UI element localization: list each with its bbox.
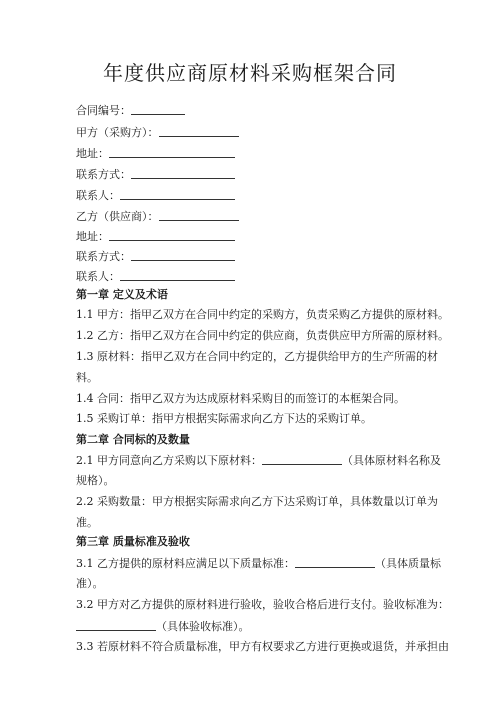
clause-2-1 [76,453,441,468]
contract-no-blank [131,103,185,115]
b-address-line [76,229,235,244]
chapter-2-heading: 第二章 合同标的及数量 [76,433,190,446]
party-b-blank [159,209,239,221]
a-address-label: 地址： [76,147,109,160]
a-contact-method-line [76,167,235,182]
b-contact-person-label: 联系人： [76,270,120,283]
clause-3-1-suffix: （具体质量标 [375,557,441,570]
a-contact-person-line [76,188,235,203]
a-contact-person-blank [120,188,235,200]
b-contact-person-blank [120,269,235,281]
clause-3-1-text: 3.1 乙方提供的原材料应满足以下质量标准： [76,557,295,570]
a-address-blank [109,146,235,158]
clause-2-1-text: 2.1 甲方同意向乙方采购以下原材料： [76,454,262,467]
b-contact-person-line [76,269,235,284]
clause-1-1: 1.1 甲方：指甲乙双方在合同中约定的采购方，负责采购乙方提供的原材料。 [76,308,449,321]
party-a-blank [159,125,239,137]
a-contact-method-blank [131,167,235,179]
quality-standard-blank [295,556,375,568]
clause-3-3: 3.3 若原材料不符合质量标准，甲方有权要求乙方进行更换或退货，并承担由 [76,640,449,653]
clause-2-2: 2.2 采购数量：甲方根据实际需求向乙方下达采购订单，具体数量以订单为 [76,495,438,508]
party-b-label: 乙方（供应商）： [76,210,159,223]
acceptance-standard-blank [76,619,156,631]
clause-3-1 [76,556,441,571]
b-contact-method-label: 联系方式： [76,250,131,263]
clause-2-1-suffix: （具体原材料名称及 [342,454,441,467]
party-b-line [76,209,239,224]
contract-no-line [76,103,185,118]
party-a-line [76,125,239,140]
clause-3-2-suffix: （具体验收标准）。 [156,620,250,633]
material-name-blank [262,453,342,465]
clause-1-2: 1.2 乙方：指甲乙双方在合同中约定的供应商，负责供应甲方所需的原材料。 [76,329,449,342]
a-contact-method-label: 联系方式： [76,168,131,181]
a-contact-person-label: 联系人： [76,189,120,202]
clause-1-3-cont: 料。 [76,371,98,384]
b-address-label: 地址： [76,230,109,243]
clause-3-2: 3.2 甲方对乙方提供的原材料进行验收，验收合格后进行支付。验收标准为： [76,598,449,611]
b-contact-method-blank [131,249,235,261]
clause-2-2-cont: 准。 [76,516,98,529]
clause-1-4: 1.4 合同：指甲乙双方为达成原材料采购目的而签订的本框架合同。 [76,392,405,405]
b-contact-method-line [76,249,235,264]
clause-3-1-cont: 准）。 [76,577,104,590]
contract-no-label: 合同编号： [76,104,131,117]
document-title: 年度供应商原材料采购框架合同 [103,61,397,85]
chapter-1-heading: 第一章 定义及术语 [76,288,168,301]
chapter-3-heading: 第三章 质量标准及验收 [76,535,190,548]
clause-2-1-cont: 规格）。 [76,474,115,487]
party-a-label: 甲方（采购方）： [76,126,159,139]
clause-1-5: 1.5 采购订单：指甲方根据实际需求向乙方下达的采购订单。 [76,412,372,425]
clause-3-2-cont [76,619,250,634]
b-address-blank [109,229,235,241]
clause-1-3: 1.3 原材料：指甲乙双方在合同中约定的，乙方提供给甲方的生产所需的材 [76,350,438,363]
a-address-line [76,146,235,161]
